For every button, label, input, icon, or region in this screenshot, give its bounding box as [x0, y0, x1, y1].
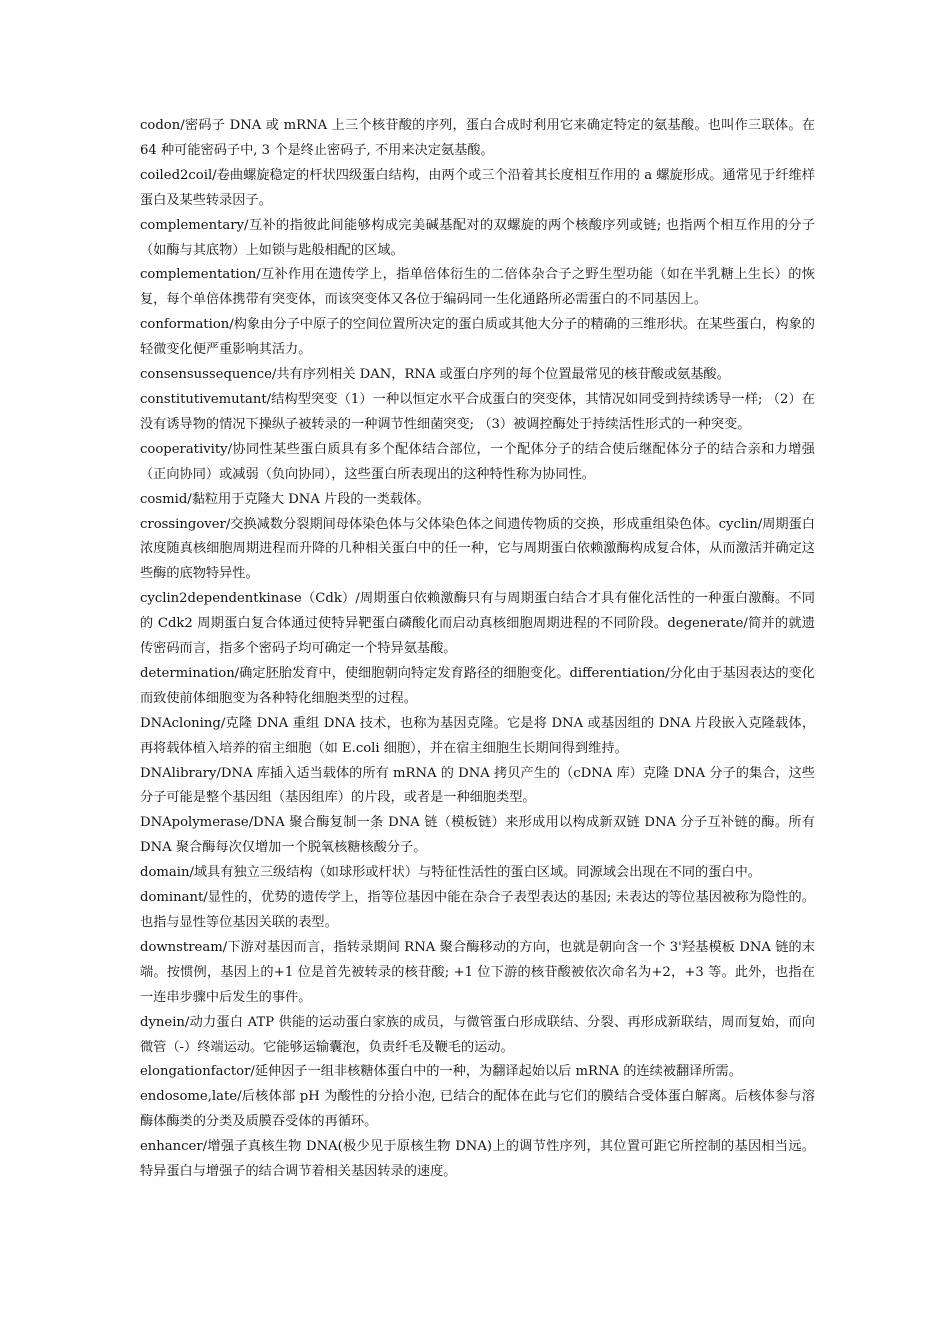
glossary-entry-dynein: dynein/动力蛋白 ATP 供能的运动蛋白家族的成员，与微管蛋白形成联结、分裂、再形成新联结，周而复始，而向微管（-）终端运动。它能够运输囊泡，负责纤毛及鞭毛的运动。 — [140, 1014, 815, 1055]
glossary-entry-crossing-over: crossingover/交换减数分裂期间母体染色体与父体染色体之间遗传物质的交换，形成重组染色体。cyclin/周期蛋白浓度随真核细胞周期进程而升降的几种相关蛋白中的任一种，它与周期蛋白依赖激酶构成复合体，从而激活并确定这些酶的底物特异性。 — [140, 516, 815, 582]
glossary-entry-dominant: dominant/显性的，优势的遗传学上，指等位基因中能在杂合子表型表达的基因; 未表达的等位基因被称为隐性的。也指与显性等位基因关联的表型。 — [140, 890, 815, 930]
glossary-entry-determination: determination/确定胚胎发育中，使细胞朝向特定发育路径的细胞变化。differentiation/分化由于基因表达的变化而致使前体细胞变为各种特化细胞类型的过程。 — [140, 665, 815, 706]
glossary-entry-dna-polymerase: DNApolymerase/DNA 聚合酶复制一条 DNA 链（模板链）来形成用以构成新双链 DNA 分子互补链的酶。所有 DNA 聚合酶每次仅增加一个脱氧核糖核酸分子。 — [140, 815, 815, 856]
glossary-entry-dna-cloning: DNAcloning/克隆 DNA 重组 DNA 技术，也称为基因克隆。它是将 DNA 或基因组的 DNA 片段嵌入克隆载体，再将载体植入培养的宿主细胞（如 E.coli 细胞），并在宿主细胞生长期间得到维持。 — [140, 715, 815, 756]
glossary-entry-endosome-late: endosome,late/后核体部 pH 为酸性的分拾小泡, 已结合的配体在此与它们的膜结合受体蛋白解离。后核体参与溶酶体酶类的分类及质膜吞受体的再循环。 — [140, 1089, 815, 1130]
glossary-entry-elongation-factor: elongationfactor/延伸因子一组非核糖体蛋白中的一种，为翻译起始以后 mRNA 的连续被翻译所需。 — [140, 1064, 742, 1080]
glossary-entry-cooperativity: cooperativity/协同性某些蛋白质具有多个配体结合部位，一个配体分子的结合使后继配体分子的结合亲和力增强（正向协同）或减弱（负向协同），这些蛋白所表现出的这种特性称为协同性。 — [140, 441, 815, 482]
glossary-entry-cosmid: cosmid/黏粒用于克隆大 DNA 片段的一类载体。 — [140, 491, 430, 507]
glossary-entry-domain: domain/域具有独立三级结构（如球形或杆状）与特征性活性的蛋白区域。同源域会出现在不同的蛋白中。 — [140, 865, 761, 881]
glossary-entry-cyclin-dependent-kinase: cyclin2dependentkinase（Cdk）/周期蛋白依赖激酶只有与周期蛋白结合才具有催化活性的一种蛋白激酶。不同的 Cdk2 周期蛋白复合体通过使特异靶蛋白磷酸化而启动真核细胞周期进程的不同阶段。degenerate/简并的就遗传密码而言，指多个密码子均可确定一个特异氨基酸。 — [140, 591, 815, 657]
glossary-entry-dna-library: DNAlibrary/DNA 库插入适当载体的所有 mRNA 的 DNA 拷贝产生的（cDNA 库）克隆 DNA 分子的集合，这些分子可能是整个基因组（基因组库）的片段，或者是一种细胞类型。 — [140, 765, 815, 806]
glossary-entry-enhancer: enhancer/增强子真核生物 DNA(极少见于原核生物 DNA)上的调节性序列，其位置可距它所控制的基因相当远。特异蛋白与增强子的结合调节着相关基因转录的速度。 — [140, 1139, 815, 1180]
glossary-entry-downstream: downstream/下游对基因而言，指转录期间 RNA 聚合酶移动的方向，也就是朝向含一个 3'羟基模板 DNA 链的末端。按惯例，基因上的+1 位是首先被转录的核苷酸; +1 位下游的核苷酸被依次命名为+2，+3 等。此外，也指在一连串步骤中后发生的事件。 — [140, 939, 815, 1005]
glossary-entry-codon: codon/密码子 DNA 或 mRNA 上三个核苷酸的序列，蛋白合成时利用它来确定特定的氨基酸。也叫作三联体。在 64 种可能密码子中, 3 个是终止密码子, 不用来决定氨基酸。 — [140, 118, 815, 158]
glossary-entry-consensus-sequence: consensussequence/共有序列相关 DAN，RNA 或蛋白序列的每个位置最常见的核苷酸或氨基酸。 — [140, 367, 730, 383]
glossary-entry-conformation: conformation/构象由分子中原子的空间位置所决定的蛋白质或其他大分子的精确的三维形状。在某些蛋白，构象的轻微变化便严重影响其活力。 — [140, 317, 815, 358]
document-page — [140, 114, 815, 1185]
glossary-entry-complementation: complementation/互补作用在遗传学上，指单倍体衍生的二倍体杂合子之野生型功能（如在半乳糖上生长）的恢复，每个单倍体携带有突变体，而该突变体又各位于编码同一生化通路所必需蛋白的不同基因上。 — [140, 267, 815, 308]
glossary-entry-coiled-coil: coiled2coil/卷曲螺旋稳定的杆状四级蛋白结构，由两个或三个沿着其长度相互作用的 a 螺旋形成。通常见于纤维样蛋白及某些转录因子。 — [140, 167, 815, 208]
glossary-entry-complementary: complementary/互补的指彼此间能够构成完美碱基配对的双螺旋的两个核酸序列或链; 也指两个相互作用的分子（如酶与其底物）上如锁与匙般相配的区域。 — [140, 217, 815, 258]
glossary-entry-constitutive-mutant: constitutivemutant/结构型突变（1）一种以恒定水平合成蛋白的突变体，其情况如同受到持续诱导一样; （2）在没有诱导物的情况下操纵子被转录的一种调节性细菌突变; （3）被调控酶处于持续活性形式的一种突变。 — [140, 391, 815, 432]
